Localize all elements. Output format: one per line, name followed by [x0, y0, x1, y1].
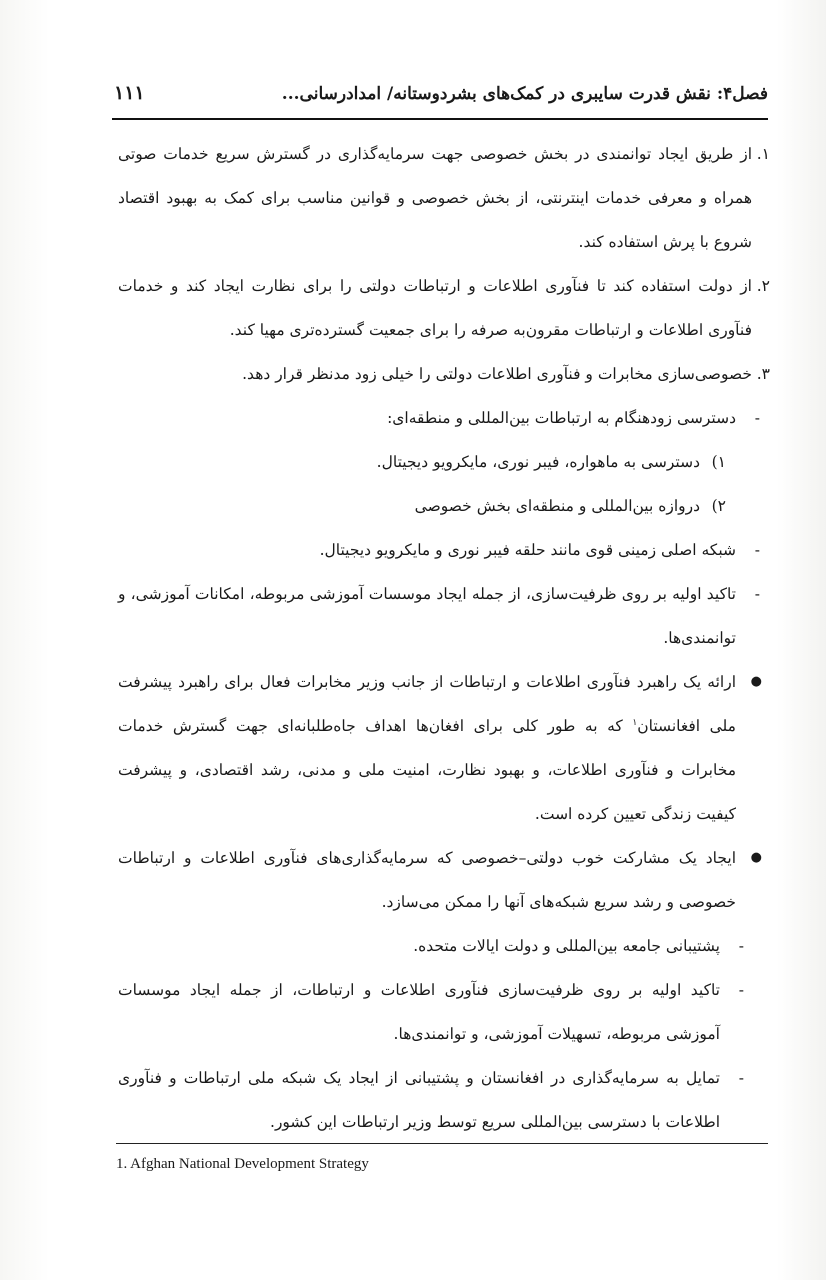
footnote-ref[interactable]: ۱	[632, 717, 638, 728]
dash-item-ict-capacity: - تاکید اولیه بر روی ظرفیت‌سازی فنآوری اطلاعات و ارتباطات، از جمله ایجاد موسسات آموزشی مربوطه، تسهیلات آموزشی، و توانمندی‌ها.	[118, 981, 744, 1043]
numbered-item-1: ۱. از طریق ایجاد توانمندی در بخش خصوصی جهت سرمایه‌گذاری در گسترش سریع خدمات صوتی همراه و معرفی خدمات اینترنتی، از بخش خصوصی و قوانین مناسب برای کمک به بهبود اقتصاد شروع با پرش استفاده کند.	[118, 145, 770, 251]
header-rule	[112, 118, 768, 120]
dash-item-support: - پشتیبانی جامعه بین‌المللی و دولت ایالات متحده.	[413, 937, 744, 955]
sub-item-2: ۲) دروازه بین‌المللی و منطقه‌ای بخش خصوصی	[414, 497, 726, 515]
numbered-item-2: ۲. از دولت استفاده کند تا فنآوری اطلاعات و ارتباطات دولتی را برای نظارت ایجاد کند و خدمات فنآوری اطلاعات و ارتباطات مقرون‌به صرفه را برای جمعیت گسترده‌تری مهیا کند.	[118, 277, 770, 339]
bullet-item-strategy: ● ارائه یک راهبرد فنآوری اطلاعات و ارتباطات از جانب وزیر مخابرات فعال برای راهبرد پیشرفت ملی افغانستان$^۱$ که به طور کلی برای افغان‌ها اهداف جاه‌طلبانه‌ای جهت گسترش خدمات مخابرات و فنآوری اطلاعات، و بهبود نظارت، امنیت ملی و مدنی، رشد اقتصادی، و پیشرفت کیفیت زندگی تعیین کرده است.	[118, 673, 762, 823]
sub-item-1: ۱) دسترسی به ماهواره، فیبر نوری، مایکرویو دیجیتال.	[376, 453, 726, 471]
running-head: فصل۴: نقش قدرت سایبری در کمک‌های بشردوستانه/ امدادرسانی...	[281, 84, 768, 104]
dash-item-capacity: - تاکید اولیه بر روی ظرفیت‌سازی، از جمله ایجاد موسسات آموزشی مربوطه، امکانات آموزشی، و توانمندی‌ها.	[118, 585, 760, 647]
dash-item-access: - دسترسی زودهنگام به ارتباطات بین‌المللی و منطقه‌ای:	[387, 409, 760, 427]
footnote: 1. Afghan National Development Strategy	[116, 1156, 369, 1172]
page-number: ۱۱۱	[114, 82, 145, 104]
page-header	[112, 80, 768, 114]
body-text	[118, 132, 770, 1144]
footnote-rule	[116, 1143, 768, 1144]
dash-item-backbone: - شبکه اصلی زمینی قوی مانند حلقه فیبر نوری و مایکرویو دیجیتال.	[319, 541, 760, 559]
numbered-item-3: ۳. خصوصی‌سازی مخابرات و فنآوری اطلاعات دولتی را خیلی زود مدنظر قرار دهد.	[242, 365, 770, 383]
dash-item-investment: - تمایل به سرمایه‌گذاری در افغانستان و پشتیبانی از ایجاد یک شبکه ملی ارتباطات و فنآوری اطلاعات با دسترسی بین‌المللی سریع توسط وزیر ارتباطات این کشور.	[118, 1069, 744, 1131]
bullet-item-partnership: ● ایجاد یک مشارکت خوب دولتی–خصوصی که سرمایه‌گذاری‌های فنآوری اطلاعات و ارتباطات خصوصی و رشد سریع شبکه‌های آنها را ممکن می‌سازد.	[118, 849, 762, 911]
